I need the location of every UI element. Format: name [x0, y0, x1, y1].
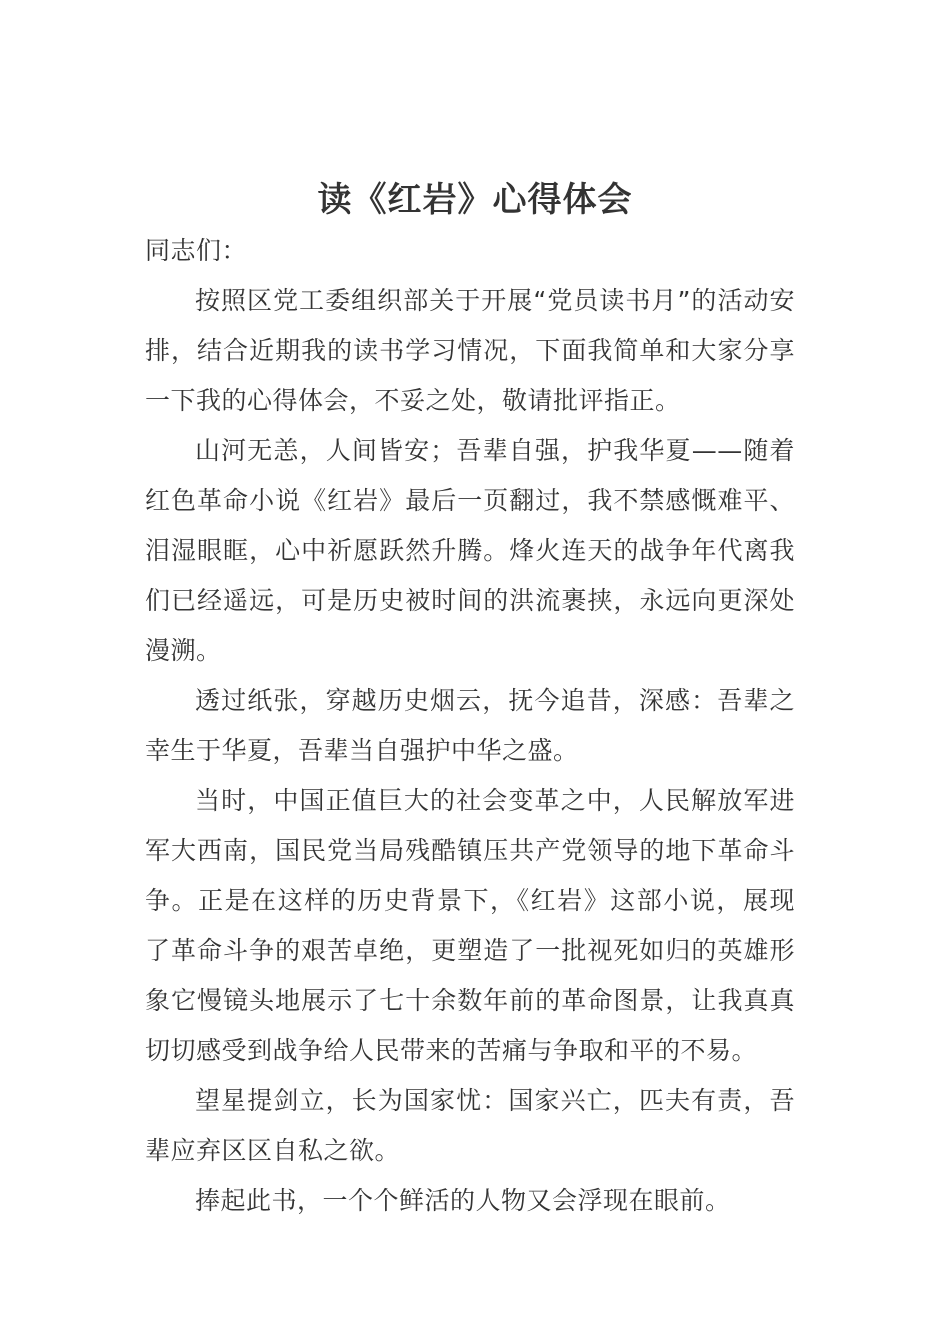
paragraph-3: 透过纸张，穿越历史烟云，抚今追昔，深感：吾辈之幸生于华夏，吾辈当自强护中华之盛。: [145, 686, 795, 765]
paragraph-6: 捧起此书，一个个鲜活的人物又会浮现在眼前。: [195, 1186, 731, 1215]
paragraph-1: 按照区党工委组织部关于开展“党员读书月”的活动安排，结合近期我的读书学习情况，下面我简单和大家分享一下我的心得体会，不妥之处，敬请批评指正。: [145, 286, 795, 415]
document-body: [145, 226, 795, 1226]
paragraph-4: 当时，中国正值巨大的社会变革之中，人民解放军进军大西南，国民党当局残酷镇压共产党领导的地下革命斗争。正是在这样的历史背景下，《红岩》这部小说，展现了革命斗争的艰苦卓绝，更塑造了一批视死如归的英雄形象它慢镜头地展示了七十余数年前的革命图景，让我真真切切感受到战争给人民带来的苦痛与争取和平的不易。: [145, 786, 795, 1065]
paragraph-2: 山河无恙，人间皆安；吾辈自强，护我华夏——随着红色革命小说《红岩》最后一页翻过，我不禁感慨难平、泪湿眼眶，心中祈愿跃然升腾。烽火连天的战争年代离我们已经遥远，可是历史被时间的洪流裹挟，永远向更深处漫溯。: [145, 436, 795, 665]
document-title: 读《红岩》心得体会: [317, 179, 633, 220]
salutation: 同志们：: [145, 236, 248, 265]
paragraph-5: 望星提剑立，长为国家忧：国家兴亡，匹夫有责，吾辈应弃区区自私之欲。: [145, 1086, 795, 1165]
